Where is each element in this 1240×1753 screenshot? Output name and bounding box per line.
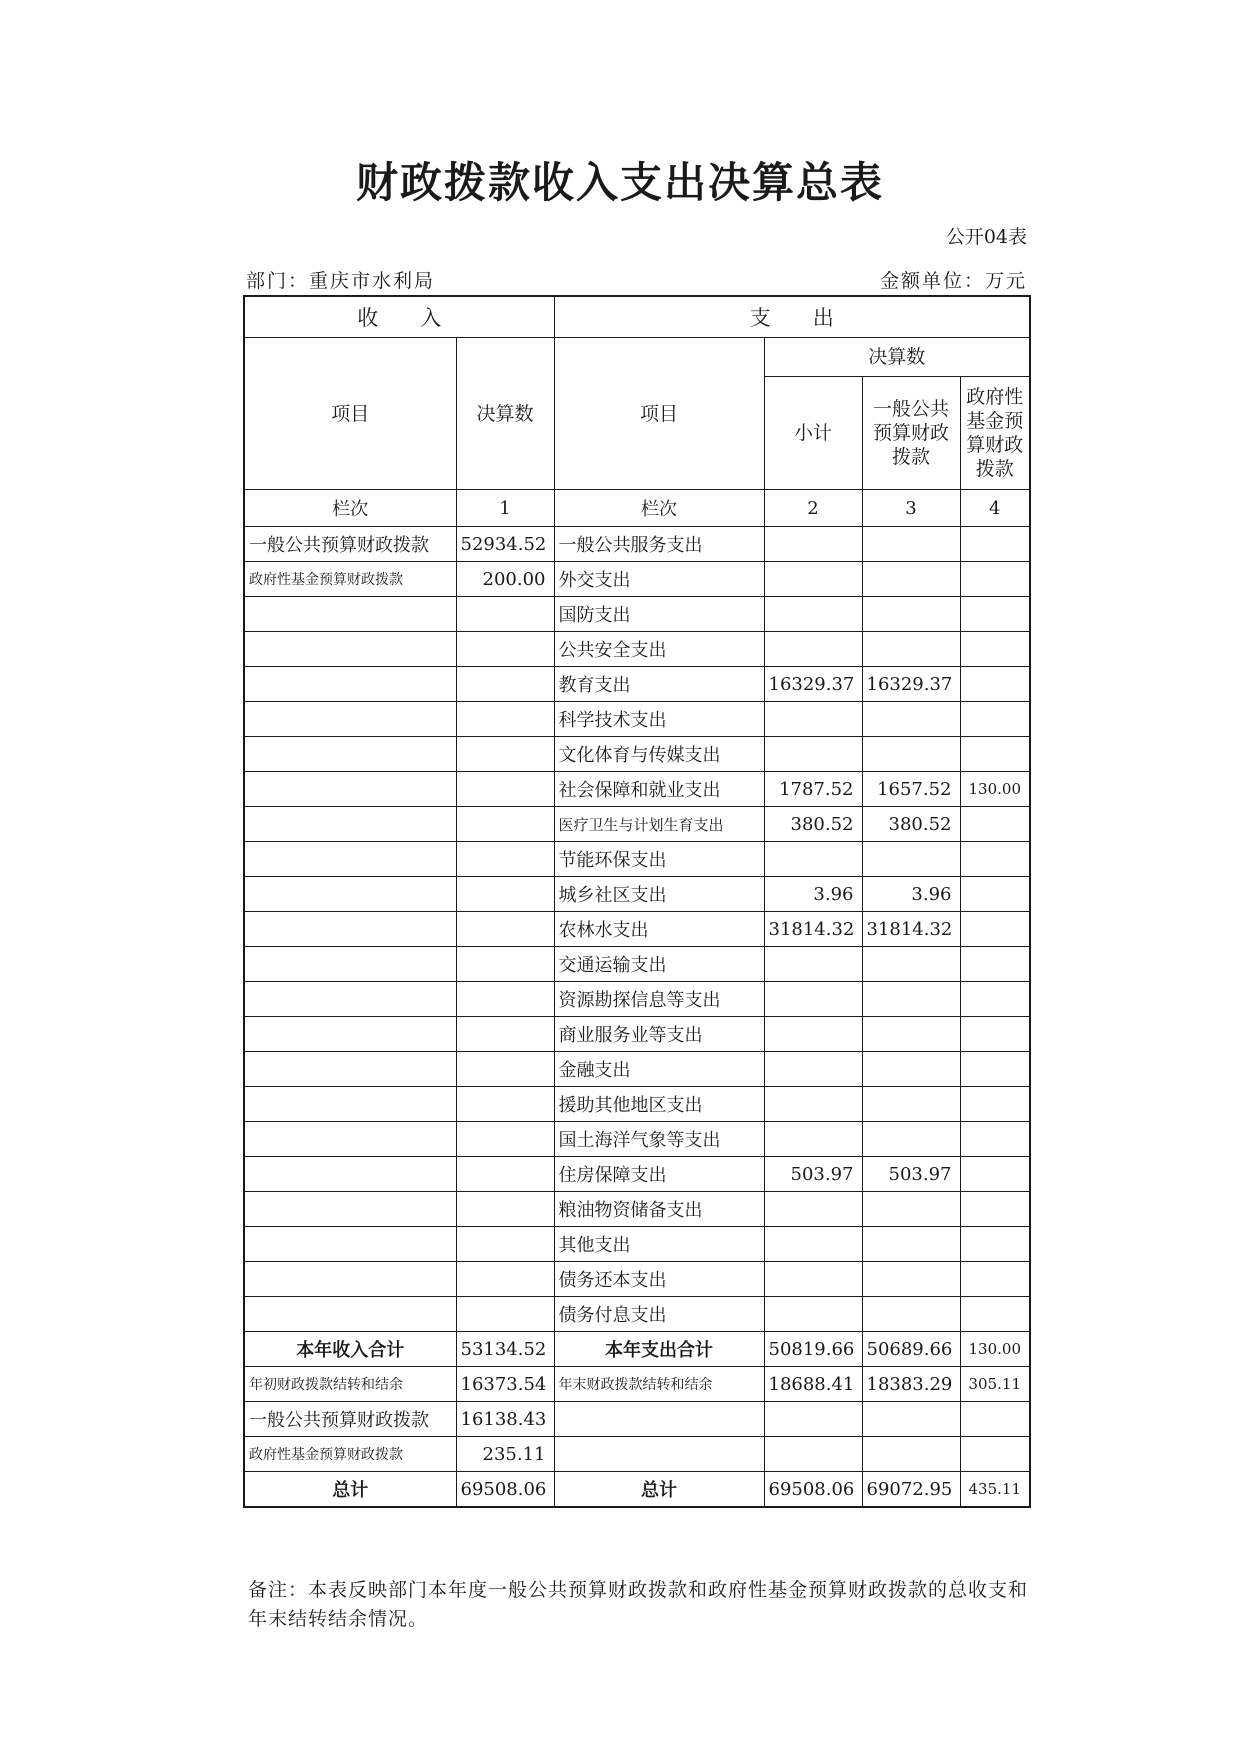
expense-general	[862, 1087, 960, 1122]
table-row	[244, 1227, 1030, 1262]
income-item	[244, 597, 456, 632]
expense-item: 援助其他地区支出	[554, 1087, 764, 1122]
grand-total-label: 总计	[244, 1472, 456, 1508]
expense-general	[862, 1297, 960, 1332]
income-amount	[456, 1087, 554, 1122]
grand-total-fund: 435.11	[960, 1472, 1030, 1508]
expense-item: 住房保障支出	[554, 1157, 764, 1192]
income-amount	[456, 807, 554, 842]
expense-fund	[960, 1017, 1030, 1052]
expense-subtotal	[764, 632, 862, 667]
expense-general	[862, 842, 960, 877]
expense-subtotal: 503.97	[764, 1157, 862, 1192]
income-item	[244, 1227, 456, 1262]
expense-item: 债务还本支出	[554, 1262, 764, 1297]
expense-item: 粮油物资储备支出	[554, 1192, 764, 1227]
expense-subtotal	[764, 1122, 862, 1157]
table-row	[244, 1087, 1030, 1122]
grand-total-label-2: 总计	[554, 1472, 764, 1508]
expense-general: 380.52	[862, 807, 960, 842]
income-item	[244, 1122, 456, 1157]
expense-general: 503.97	[862, 1157, 960, 1192]
begin-general-label: 一般公共预算财政拨款	[244, 1402, 456, 1437]
expense-general	[862, 1017, 960, 1052]
income-item	[244, 772, 456, 807]
income-amount: 200.00	[456, 562, 554, 597]
expense-fund	[960, 1052, 1030, 1087]
begin-balance-value: 16373.54	[456, 1367, 554, 1402]
expense-item: 金融支出	[554, 1052, 764, 1087]
expense-subtotal	[764, 1262, 862, 1297]
expense-subtotal	[764, 1297, 862, 1332]
income-amount	[456, 667, 554, 702]
expense-subtotal	[764, 597, 862, 632]
income-amount	[456, 912, 554, 947]
table-row	[244, 667, 1030, 702]
expense-subtotal	[764, 702, 862, 737]
expense-general	[862, 1262, 960, 1297]
colno-1: 1	[456, 490, 554, 527]
expense-subtotal: 3.96	[764, 877, 862, 912]
expense-item-header: 项目	[554, 338, 764, 490]
year-expense-general: 50689.66	[862, 1332, 960, 1367]
grand-total-general: 69072.95	[862, 1472, 960, 1508]
general-budget-header: 一般公共预算财政拨款	[862, 377, 960, 490]
income-amount	[456, 1122, 554, 1157]
year-expense-subtotal: 50819.66	[764, 1332, 862, 1367]
expense-general: 31814.32	[862, 912, 960, 947]
expense-general	[862, 737, 960, 772]
expense-fund	[960, 562, 1030, 597]
table-row	[244, 1122, 1030, 1157]
fund-budget-header: 政府性基金预算财政拨款	[960, 377, 1030, 490]
colno-3: 3	[862, 490, 960, 527]
income-amount	[456, 597, 554, 632]
income-amount	[456, 772, 554, 807]
colno-4: 4	[960, 490, 1030, 527]
table-row	[244, 947, 1030, 982]
year-expense-label: 本年支出合计	[554, 1332, 764, 1367]
expense-item: 交通运输支出	[554, 947, 764, 982]
year-income-label: 本年收入合计	[244, 1332, 456, 1367]
income-amount	[456, 1017, 554, 1052]
page-title: 财政拨款收入支出决算总表	[355, 158, 884, 207]
end-balance-general: 18383.29	[862, 1367, 960, 1402]
expense-subtotal: 16329.37	[764, 667, 862, 702]
expense-fund	[960, 1122, 1030, 1157]
expense-fund	[960, 1297, 1030, 1332]
expense-fund	[960, 1192, 1030, 1227]
income-item	[244, 632, 456, 667]
income-amount	[456, 632, 554, 667]
end-balance-fund: 305.11	[960, 1367, 1030, 1402]
begin-general-value: 16138.43	[456, 1402, 554, 1437]
table-row	[244, 1297, 1030, 1332]
expense-fund	[960, 597, 1030, 632]
table-row	[244, 597, 1030, 632]
expense-fund	[960, 1157, 1030, 1192]
expense-fund	[960, 912, 1030, 947]
expense-item: 公共安全支出	[554, 632, 764, 667]
expense-subtotal	[764, 1227, 862, 1262]
expense-fund: 130.00	[960, 772, 1030, 807]
expense-header: 支 出	[554, 296, 1030, 338]
expense-fund	[960, 667, 1030, 702]
expense-fund	[960, 527, 1030, 562]
expense-subtotal	[764, 1192, 862, 1227]
income-item: 一般公共预算财政拨款	[244, 527, 456, 562]
income-amount	[456, 877, 554, 912]
income-amount	[456, 737, 554, 772]
expense-fund	[960, 877, 1030, 912]
expense-subtotal	[764, 1052, 862, 1087]
expense-item: 国防支出	[554, 597, 764, 632]
table-row	[244, 912, 1030, 947]
income-header: 收 入	[244, 296, 554, 338]
expense-fund	[960, 1087, 1030, 1122]
expense-general	[862, 1227, 960, 1262]
expense-fund	[960, 737, 1030, 772]
expense-fund	[960, 1262, 1030, 1297]
expense-subtotal	[764, 562, 862, 597]
expense-item: 商业服务业等支出	[554, 1017, 764, 1052]
income-item	[244, 912, 456, 947]
table-row	[244, 1017, 1030, 1052]
table-row	[244, 1192, 1030, 1227]
income-item	[244, 807, 456, 842]
colno-label: 栏次	[244, 490, 456, 527]
expense-subtotal: 380.52	[764, 807, 862, 842]
income-amount	[456, 1297, 554, 1332]
expense-general: 16329.37	[862, 667, 960, 702]
expense-fund	[960, 1227, 1030, 1262]
table-row	[244, 877, 1030, 912]
expense-general	[862, 1052, 960, 1087]
income-item: 政府性基金预算财政拨款	[244, 562, 456, 597]
income-item	[244, 982, 456, 1017]
income-item	[244, 1262, 456, 1297]
colno-label-2: 栏次	[554, 490, 764, 527]
budget-table	[243, 295, 1031, 1508]
expense-item: 城乡社区支出	[554, 877, 764, 912]
department-label: 部门：重庆市水利局	[246, 270, 436, 292]
expense-general: 1657.52	[862, 772, 960, 807]
begin-balance-label: 年初财政拨款结转和结余	[244, 1367, 456, 1402]
unit-label: 金额单位：万元	[879, 270, 1027, 292]
income-amount	[456, 947, 554, 982]
form-number: 公开04表	[945, 226, 1027, 248]
income-amount	[456, 842, 554, 877]
expense-fund	[960, 807, 1030, 842]
year-income-value: 53134.52	[456, 1332, 554, 1367]
income-amount	[456, 1262, 554, 1297]
income-item	[244, 947, 456, 982]
expense-item: 外交支出	[554, 562, 764, 597]
end-balance-label: 年末财政拨款结转和结余	[554, 1367, 764, 1402]
table-row	[244, 807, 1030, 842]
grand-total-income: 69508.06	[456, 1472, 554, 1508]
income-item	[244, 737, 456, 772]
expense-subtotal	[764, 527, 862, 562]
expense-subtotal	[764, 1087, 862, 1122]
expense-item: 其他支出	[554, 1227, 764, 1262]
amount-group-header: 决算数	[764, 338, 1030, 377]
expense-item: 医疗卫生与计划生育支出	[554, 807, 764, 842]
expense-general	[862, 947, 960, 982]
income-item	[244, 1192, 456, 1227]
subtotal-header: 小计	[764, 377, 862, 490]
income-amount	[456, 1052, 554, 1087]
table-row	[244, 737, 1030, 772]
income-amount	[456, 982, 554, 1017]
income-item	[244, 1157, 456, 1192]
income-item	[244, 1087, 456, 1122]
expense-subtotal	[764, 982, 862, 1017]
expense-fund	[960, 842, 1030, 877]
income-item-header: 项目	[244, 338, 456, 490]
table-row	[244, 632, 1030, 667]
table-row	[244, 1052, 1030, 1087]
expense-subtotal	[764, 737, 862, 772]
income-item	[244, 702, 456, 737]
expense-item: 文化体育与传媒支出	[554, 737, 764, 772]
expense-general	[862, 632, 960, 667]
expense-item: 节能环保支出	[554, 842, 764, 877]
footnote: 备注：本表反映部门本年度一般公共预算财政拨款和政府性基金预算财政拨款的总收支和年末结转结余情况。	[248, 1579, 1029, 1630]
income-item	[244, 877, 456, 912]
income-amount	[456, 1192, 554, 1227]
expense-general: 3.96	[862, 877, 960, 912]
income-amount: 52934.52	[456, 527, 554, 562]
table-row	[244, 772, 1030, 807]
expense-general	[862, 597, 960, 632]
income-item	[244, 842, 456, 877]
expense-subtotal	[764, 842, 862, 877]
expense-fund	[960, 982, 1030, 1017]
expense-general	[862, 1192, 960, 1227]
expense-subtotal	[764, 947, 862, 982]
income-amount	[456, 702, 554, 737]
table-row	[244, 1157, 1030, 1192]
table-row	[244, 982, 1030, 1017]
year-expense-fund: 130.00	[960, 1332, 1030, 1367]
expense-general	[862, 982, 960, 1017]
income-amount-header: 决算数	[456, 338, 554, 490]
table-row	[244, 702, 1030, 737]
income-amount	[456, 1227, 554, 1262]
begin-fund-label: 政府性基金预算财政拨款	[244, 1437, 456, 1472]
expense-item: 社会保障和就业支出	[554, 772, 764, 807]
income-item	[244, 1017, 456, 1052]
expense-item: 教育支出	[554, 667, 764, 702]
grand-total-subtotal: 69508.06	[764, 1472, 862, 1508]
expense-fund	[960, 632, 1030, 667]
colno-2: 2	[764, 490, 862, 527]
expense-general	[862, 702, 960, 737]
expense-item: 科学技术支出	[554, 702, 764, 737]
begin-fund-value: 235.11	[456, 1437, 554, 1472]
income-amount	[456, 1157, 554, 1192]
expense-general	[862, 527, 960, 562]
income-item	[244, 1297, 456, 1332]
expense-item: 资源勘探信息等支出	[554, 982, 764, 1017]
expense-item: 一般公共服务支出	[554, 527, 764, 562]
table-row	[244, 562, 1030, 597]
expense-fund	[960, 947, 1030, 982]
expense-item: 国土海洋气象等支出	[554, 1122, 764, 1157]
expense-general	[862, 1122, 960, 1157]
table-row	[244, 842, 1030, 877]
expense-item: 债务付息支出	[554, 1297, 764, 1332]
expense-general	[862, 562, 960, 597]
expense-item: 农林水支出	[554, 912, 764, 947]
table-row	[244, 1262, 1030, 1297]
income-item	[244, 1052, 456, 1087]
income-item	[244, 667, 456, 702]
expense-subtotal	[764, 1017, 862, 1052]
expense-fund	[960, 702, 1030, 737]
table-row	[244, 527, 1030, 562]
end-balance-subtotal: 18688.41	[764, 1367, 862, 1402]
expense-subtotal: 31814.32	[764, 912, 862, 947]
expense-subtotal: 1787.52	[764, 772, 862, 807]
